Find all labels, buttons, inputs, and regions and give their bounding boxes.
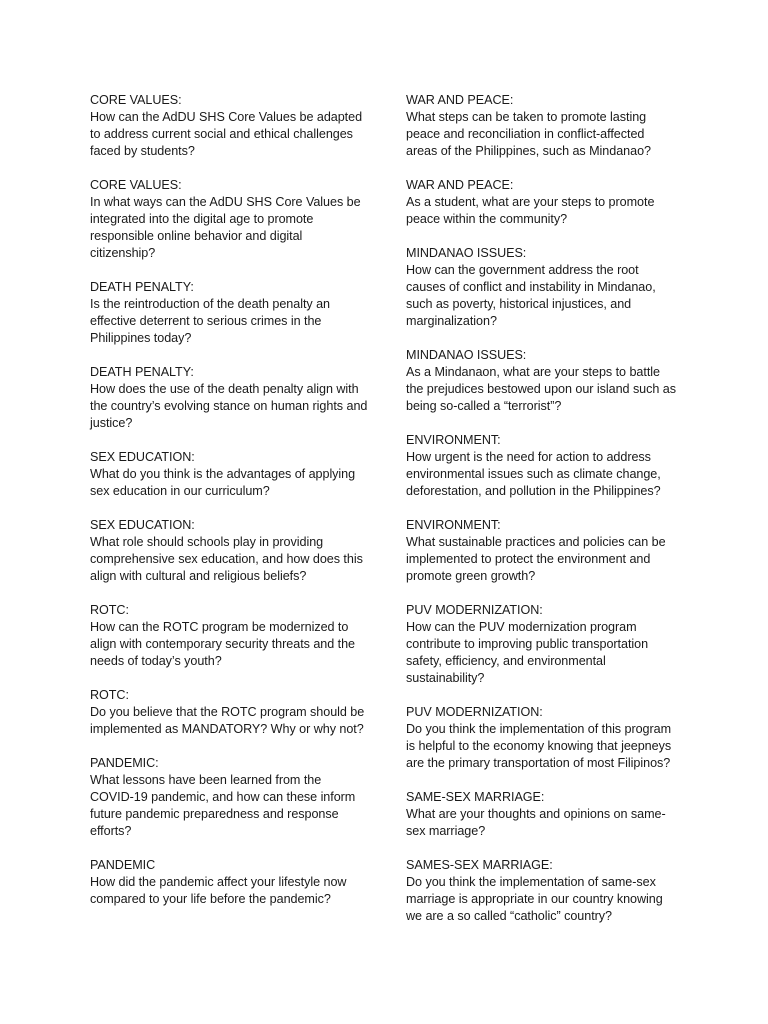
topic-heading: ENVIRONMENT: <box>406 433 501 447</box>
topic-heading: DEATH PENALTY: <box>90 280 194 294</box>
topic-question: What steps can be taken to promote lasting peace and reconciliation in conflict-affected areas of the Philippines, such as Mindanao? <box>406 110 651 158</box>
topic-heading: SEX EDUCATION: <box>90 518 195 532</box>
topic-item <box>90 177 368 262</box>
topic-question: As a Mindanaon, what are your steps to battle the prejudices bestowed upon our island such as being so-called a “terrorist”? <box>406 365 676 413</box>
topic-item <box>406 432 678 500</box>
topic-item <box>406 92 678 160</box>
topic-heading: MINDANAO ISSUES: <box>406 348 527 362</box>
topic-heading: PANDEMIC <box>90 858 156 872</box>
topic-question: What are your thoughts and opinions on same-sex marriage? <box>406 807 666 838</box>
topic-item <box>406 245 678 330</box>
topic-question: What sustainable practices and policies can be implemented to protect the environment and promote green growth? <box>406 535 666 583</box>
topic-heading: WAR AND PEACE: <box>406 93 514 107</box>
topic-question: Do you believe that the ROTC program should be implemented as MANDATORY? Why or why not? <box>90 705 365 736</box>
topic-heading: MINDANAO ISSUES: <box>406 246 527 260</box>
topic-question: How can the AdDU SHS Core Values be adapted to address current social and ethical challenges faced by students? <box>90 110 363 158</box>
topic-question: Do you think the implementation of this program is helpful to the economy knowing that jeepneys are the primary transportation of most Filipinos? <box>406 722 672 770</box>
topic-item <box>406 704 678 772</box>
topic-heading: WAR AND PEACE: <box>406 178 514 192</box>
topic-question: As a student, what are your steps to promote peace within the community? <box>406 195 655 226</box>
topic-item <box>90 857 368 908</box>
topic-item <box>90 755 368 840</box>
topic-heading: CORE VALUES: <box>90 178 182 192</box>
topic-heading: PUV MODERNIZATION: <box>406 603 543 617</box>
topic-item <box>406 517 678 585</box>
topic-question: How urgent is the need for action to address environmental issues such as climate change, deforestation, and pollution in the Philippines? <box>406 450 661 498</box>
topic-item <box>90 279 368 347</box>
topic-question: How does the use of the death penalty align with the country’s evolving stance on human rights and justice? <box>90 382 368 430</box>
left-column <box>90 92 368 925</box>
topic-question: How can the government address the root causes of conflict and instability in Mindanao, such as poverty, historical injustices, and marginalization? <box>406 263 656 328</box>
topic-heading: SEX EDUCATION: <box>90 450 195 464</box>
topic-question: What do you think is the advantages of applying sex education in our curriculum? <box>90 467 356 498</box>
topic-heading: PANDEMIC: <box>90 756 159 770</box>
topic-item <box>90 602 368 670</box>
topic-item <box>406 789 678 840</box>
topic-heading: CORE VALUES: <box>90 93 182 107</box>
topic-heading: DEATH PENALTY: <box>90 365 194 379</box>
topic-question: What role should schools play in providing comprehensive sex education, and how does this align with cultural and religious beliefs? <box>90 535 363 583</box>
topic-heading: SAMES-SEX MARRIAGE: <box>406 858 553 872</box>
topic-question: In what ways can the AdDU SHS Core Values be integrated into the digital age to promote responsible online behavior and digital citizenship? <box>90 195 361 260</box>
topic-heading: ENVIRONMENT: <box>406 518 501 532</box>
topic-question: Is the reintroduction of the death penalty an effective deterrent to serious crimes in the Philippines today? <box>90 297 330 345</box>
topic-item <box>90 687 368 738</box>
right-column <box>406 92 678 942</box>
topic-item <box>406 602 678 687</box>
topic-heading: ROTC: <box>90 688 129 702</box>
topic-item <box>406 347 678 415</box>
topic-item <box>90 92 368 160</box>
topic-item <box>90 449 368 500</box>
topic-question: How did the pandemic affect your lifestyle now compared to your life before the pandemic? <box>90 875 347 906</box>
topic-item <box>90 364 368 432</box>
topic-heading: ROTC: <box>90 603 129 617</box>
topic-question: How can the ROTC program be modernized to align with contemporary security threats and the needs of today’s youth? <box>90 620 356 668</box>
topic-item <box>406 177 678 228</box>
topic-question: Do you think the implementation of same-sex marriage is appropriate in our country knowing we are a so called “catholic” country? <box>406 875 663 923</box>
topic-item <box>406 857 678 925</box>
topic-heading: SAME-SEX MARRIAGE: <box>406 790 545 804</box>
topic-question: What lessons have been learned from the COVID-19 pandemic, and how can these inform future pandemic preparedness and response efforts? <box>90 773 356 838</box>
topic-heading: PUV MODERNIZATION: <box>406 705 543 719</box>
topic-item <box>90 517 368 585</box>
topic-question: How can the PUV modernization program contribute to improving public transportation safety, efficiency, and environmental sustainability? <box>406 620 649 685</box>
